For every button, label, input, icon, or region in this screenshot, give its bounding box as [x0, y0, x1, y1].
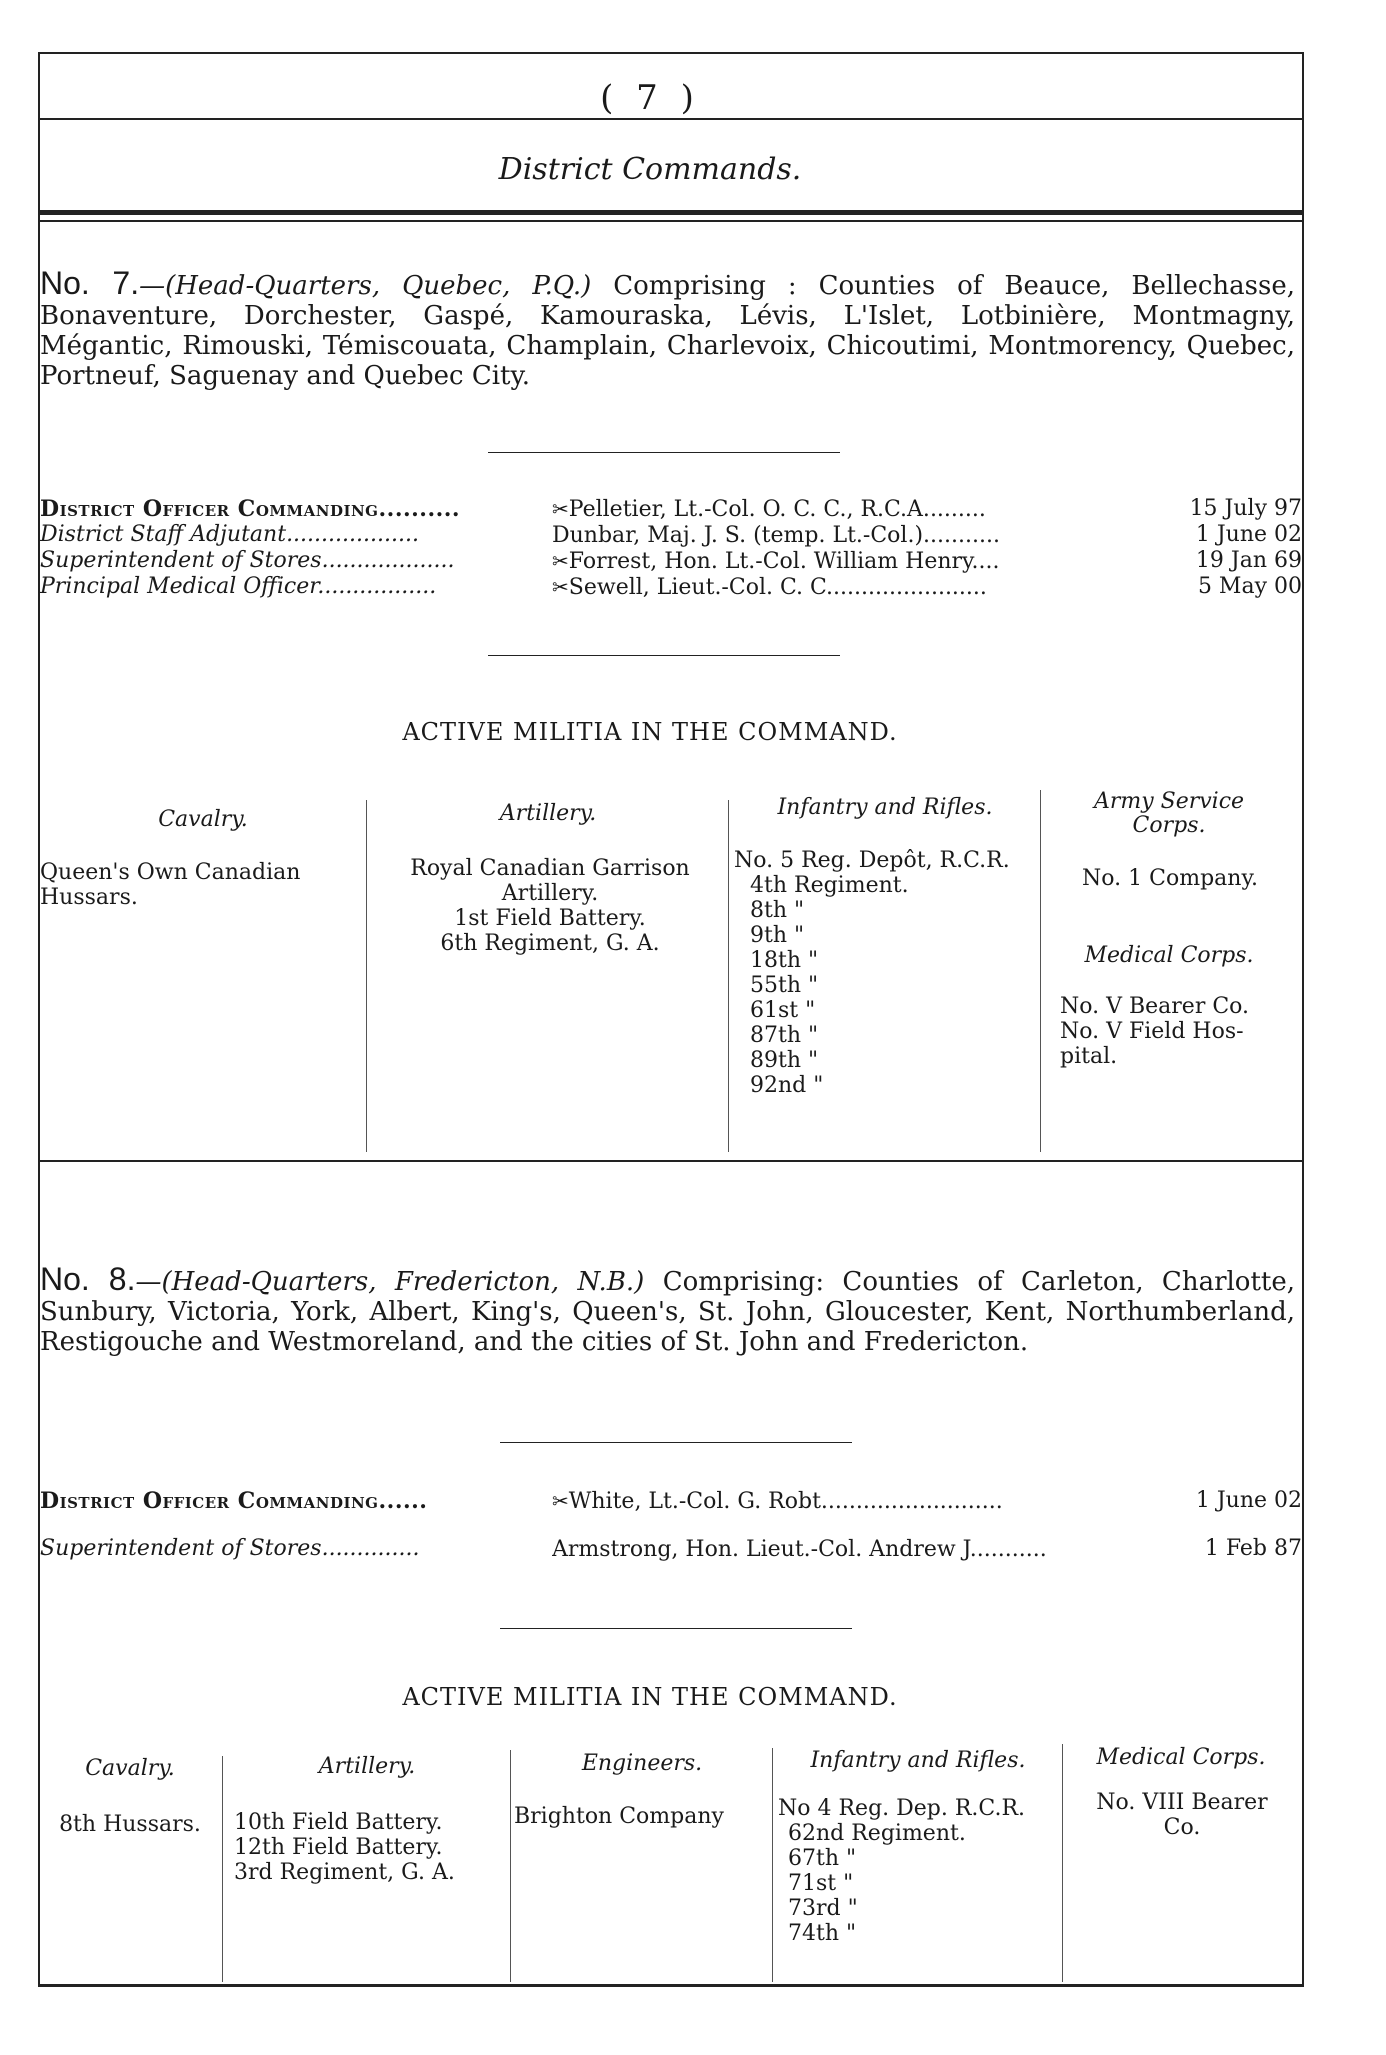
medical-units: No. VIII Bearer Co.: [1096, 1790, 1268, 1840]
short-rule: [500, 1442, 852, 1443]
officer-row: [40, 548, 1302, 574]
district-7-hq: —(Head-Quarters, Quebec, P.Q.): [139, 271, 592, 301]
infantry-unit: 67th ": [788, 1846, 857, 1871]
infantry-unit-first: No 4 Reg. Dep. R.C.R.: [778, 1796, 1026, 1821]
infantry-unit: 71st ": [788, 1871, 854, 1896]
militia-heading: ACTIVE MILITIA IN THE COMMAND.: [402, 1683, 898, 1711]
officer-title: Principal Medical Officer: [40, 574, 318, 599]
officer-title: District Officer Commanding: [40, 1488, 379, 1514]
scissors-icon: ✂: [552, 1489, 569, 1513]
officer-date: 15 July 97: [1189, 496, 1302, 521]
column-heading-medical: Medical Corps.: [1084, 943, 1254, 968]
militia-heading: ACTIVE MILITIA IN THE COMMAND.: [402, 718, 898, 746]
column-heading-engineers: Engineers.: [581, 1751, 703, 1776]
engineers-units: Brighton Company: [514, 1804, 724, 1829]
infantry-unit: 92nd ": [750, 1073, 824, 1098]
leader-dots: ......: [378, 1488, 428, 1514]
infantry-unit: 8th ": [750, 898, 805, 923]
infantry-unit: 4th Regiment.: [750, 873, 909, 898]
infantry-unit: 74th ": [788, 1921, 857, 1946]
district-8-comprising: Comprising: Counties of Carleton, Charlotte, Sunbury, Victoria, York, Albert, King's, Queen's, St. John, Gloucester, Kent, Northumberland, Restigouche and Westmoreland, and the cities of St. John and Fredericton.: [40, 1267, 1296, 1357]
scissors-icon: ✂: [552, 575, 569, 599]
column-heading-medical: Medical Corps.: [1096, 1745, 1266, 1770]
cavalry-units: 8th Hussars.: [59, 1812, 201, 1837]
column-heading-artillery: Artillery.: [499, 801, 597, 826]
section-title: District Commands.: [498, 152, 802, 187]
leader-dots: ....: [971, 549, 1000, 574]
column-heading-cavalry: Cavalry.: [158, 807, 248, 832]
column-divider: [366, 800, 367, 1152]
officer-name: Sewell, Lieut.-Col. C. C.: [568, 575, 834, 600]
section-divider-rule: [40, 1160, 1302, 1162]
officer-name: Forrest, Hon. Lt.-Col. William Henry: [568, 549, 972, 574]
officer-name: Pelletier, Lt.-Col. O. C. C., R.C.A.: [568, 497, 930, 522]
leader-dots: ..........: [378, 496, 461, 522]
district-7-comprising: Comprising : Counties of Beauce, Bellechasse, Bonaventure, Dorchester, Gaspé, Kamouraska, Lévis, L'Islet, Lotbinière, Montmagny, Mégantic, Rimouski, Témiscouata, Champlain, Charlevoix, Chicoutimi, Montmorency, Quebec, Portneuf, Saguenay and Quebec City.: [40, 271, 1295, 391]
infantry-unit: 89th ": [750, 1048, 819, 1073]
officer-row: [40, 496, 1302, 522]
officer-date: 1 Feb 87: [1204, 1536, 1302, 1561]
district-8-number: No. 8.: [40, 1261, 136, 1297]
scissors-icon: ✂: [552, 549, 569, 573]
leader-dots: ...................: [321, 548, 455, 573]
column-divider: [1062, 1744, 1063, 1982]
heavy-rule: [38, 210, 1302, 215]
infantry-unit: 55th ": [750, 973, 819, 998]
artillery-units: 10th Field Battery. 12th Field Battery. 3rd Regiment, G. A.: [234, 1810, 455, 1885]
leader-dots: ......................: [833, 575, 987, 600]
infantry-unit: 73rd ": [788, 1896, 858, 1921]
district-8-hq: —(Head-Quarters, Fredericton, N.B.): [135, 1267, 645, 1297]
column-heading-infantry: Infantry and Rifles.: [810, 1748, 1026, 1773]
column-heading-army-service: Army Service Corps.: [1093, 789, 1245, 838]
column-heading-infantry: Infantry and Rifles.: [777, 795, 993, 820]
infantry-unit: 62nd Regiment.: [788, 1821, 966, 1846]
district-7-number: No. 7.: [40, 265, 140, 301]
short-rule: [488, 655, 840, 656]
scissors-icon: ✂: [552, 497, 569, 521]
leader-dots: ...................: [286, 522, 419, 547]
column-heading-artillery: Artillery.: [318, 1754, 416, 1779]
column-divider: [1040, 790, 1041, 1152]
leader-dots: ..........................: [820, 1489, 1003, 1514]
infantry-units: [734, 848, 1040, 1098]
army-service-units: No. 1 Company.: [1082, 866, 1258, 891]
leader-dots: ........: [929, 497, 986, 522]
officer-name: White, Lt.-Col. G. Robt: [568, 1489, 821, 1514]
header-rule: [38, 118, 1302, 120]
officer-date: 1 June 02: [1195, 1488, 1302, 1513]
officer-date: 19 Jan 69: [1195, 548, 1302, 573]
short-rule: [500, 1628, 852, 1629]
district-8-description: [40, 1261, 1296, 1357]
column-divider: [772, 1748, 773, 1982]
artillery-units: Royal Canadian Garrison Artillery. 1st Field Battery. 6th Regiment, G. A.: [410, 856, 690, 956]
infantry-unit: 87th ": [750, 1023, 819, 1048]
officer-date: 1 June 02: [1195, 522, 1302, 547]
officer-title: District Officer Commanding: [40, 496, 379, 522]
officer-title: Superintendent of Stores: [40, 1536, 322, 1561]
leader-dots: ..........: [976, 1537, 1047, 1562]
infantry-units: [778, 1796, 1062, 1946]
officer-name: Dunbar, Maj. J. S. (temp. Lt.-Col.): [552, 523, 924, 548]
short-rule: [488, 452, 840, 453]
leader-dots: ...........: [923, 523, 1000, 548]
officer-row: [40, 522, 1302, 548]
column-divider: [222, 1756, 223, 1982]
officer-row: [40, 574, 1302, 600]
column-heading-cavalry: Cavalry.: [85, 1756, 175, 1781]
infantry-unit: 61st ": [750, 998, 816, 1023]
officer-name: Armstrong, Hon. Lieut.-Col. Andrew J.: [552, 1537, 977, 1562]
officer-title: Superintendent of Stores: [40, 548, 322, 573]
officer-date: 5 May 00: [1197, 574, 1302, 599]
heavy-rule-under: [38, 220, 1302, 222]
medical-units: No. V Bearer Co. No. V Field Hos- pital.: [1060, 994, 1250, 1069]
district-7-description: [40, 265, 1295, 391]
officer-row: [40, 1536, 1302, 1562]
infantry-unit-first: No. 5 Reg. Depôt, R.C.R.: [734, 848, 1010, 873]
officer-row: [40, 1488, 1302, 1514]
officer-title: District Staff Adjutant: [40, 522, 287, 547]
page-number: ( 7 ): [600, 78, 700, 118]
cavalry-units: Queen's Own Canadian Hussars.: [40, 860, 301, 910]
leader-dots: ..............: [321, 1536, 420, 1561]
infantry-unit: 18th ": [750, 948, 819, 973]
column-divider: [728, 800, 729, 1152]
infantry-unit: 9th ": [750, 923, 805, 948]
leader-dots: .................: [317, 574, 437, 599]
column-divider: [510, 1750, 511, 1982]
